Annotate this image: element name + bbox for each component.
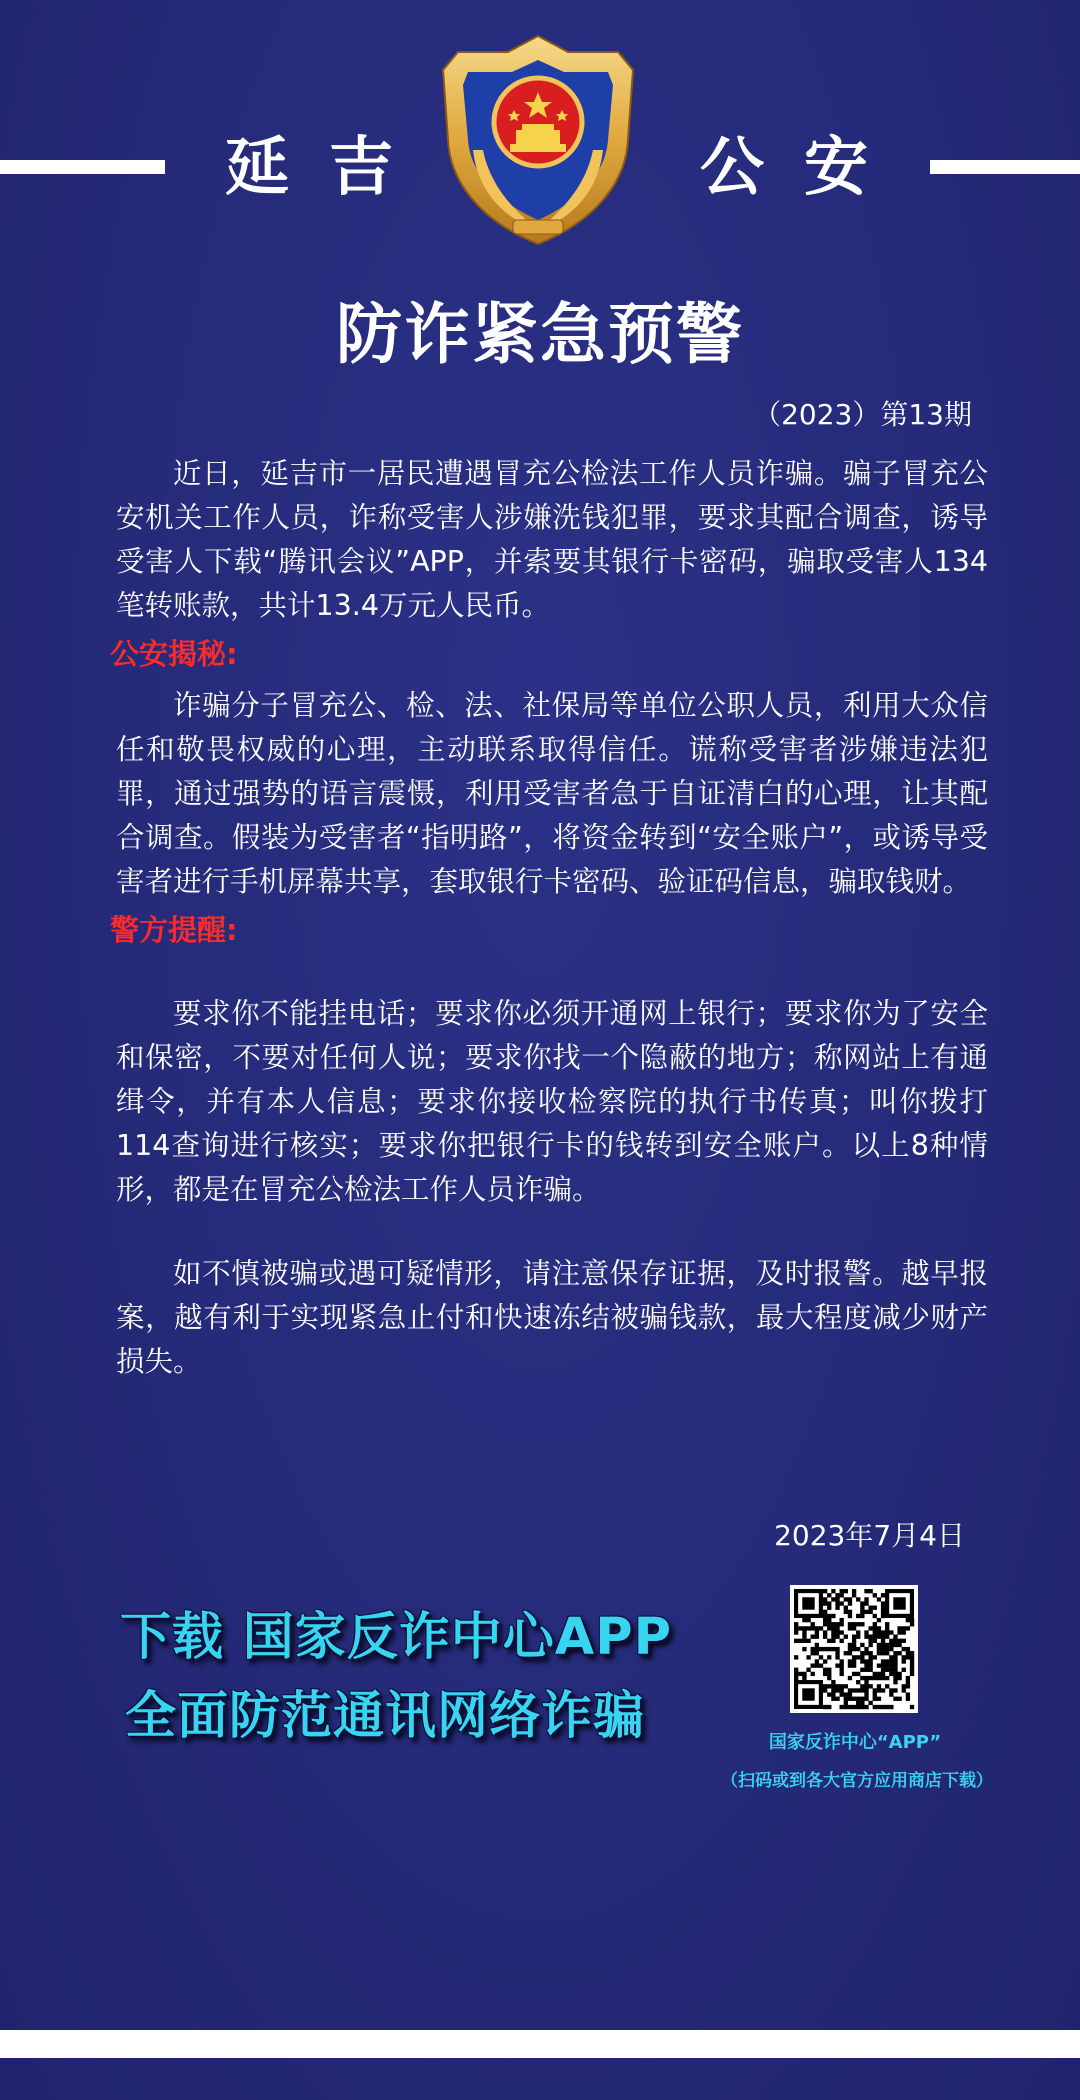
- bottom-bar: [0, 2030, 1080, 2058]
- header-text-right: 公安: [700, 130, 908, 205]
- issue-number: （2023）第13期: [753, 398, 972, 431]
- header-text-left: 延吉: [225, 130, 433, 205]
- header-line-right: [930, 160, 1080, 174]
- publish-date: 2023年7月4日: [774, 1519, 965, 1552]
- promo-line-2: 全面防范通讯网络诈骗: [125, 1687, 646, 1746]
- warning-heading: 警方提醒:: [110, 913, 238, 947]
- qr-code-icon[interactable]: [790, 1585, 918, 1713]
- qr-note: （扫码或到各大官方应用商店下载）: [721, 1771, 993, 1791]
- article-body: [110, 452, 988, 1384]
- qr-caption: 国家反诈中心“APP”: [768, 1732, 942, 1753]
- police-emblem-icon: [418, 30, 658, 252]
- warning-paragraph: 要求你不能挂电话；要求你必须开通网上银行；要求你为了安全和保密，不要对任何人说；要求你找一个隐蔽的地方；称网站上有通缉令，并有本人信息；要求你接收检察院的执行书传真；叫你拨打114查询进行核实；要求你把银行卡的钱转到安全账户。以上8种情形，都是在冒充公检法工作人员诈骗。: [116, 997, 988, 1206]
- header-line-left: [0, 160, 165, 174]
- page-title: 防诈紧急预警: [336, 296, 744, 373]
- intro-paragraph: 近日，延吉市一居民遭遇冒充公检法工作人员诈骗。骗子冒充公安机关工作人员，诈称受害人涉嫌洗钱犯罪，要求其配合调查，诱导受害人下载“腾讯会议”APP，并索要其银行卡密码，骗取受害人134笔转账款，共计13.4万元人民币。: [116, 457, 988, 622]
- promo-line-1: 下载 国家反诈中心APP: [120, 1608, 672, 1667]
- reveal-paragraph: 诈骗分子冒充公、检、法、社保局等单位公职人员，利用大众信任和敬畏权威的心理，主动联系取得信任。谎称受害者涉嫌违法犯罪，通过强势的语言震慑，利用受害者急于自证清白的心理，让其配合调查。假装为受害者“指明路”，将资金转到“安全账户”，或诱导受害者进行手机屏幕共享，套取银行卡密码、验证码信息，骗取钱财。: [116, 689, 988, 898]
- advice-paragraph: 如不慎被骗或遇可疑情形，请注意保存证据，及时报警。越早报案，越有利于实现紧急止付和快速冻结被骗钱款，最大程度减少财产损失。: [116, 1257, 988, 1378]
- reveal-heading: 公安揭秘:: [110, 637, 238, 671]
